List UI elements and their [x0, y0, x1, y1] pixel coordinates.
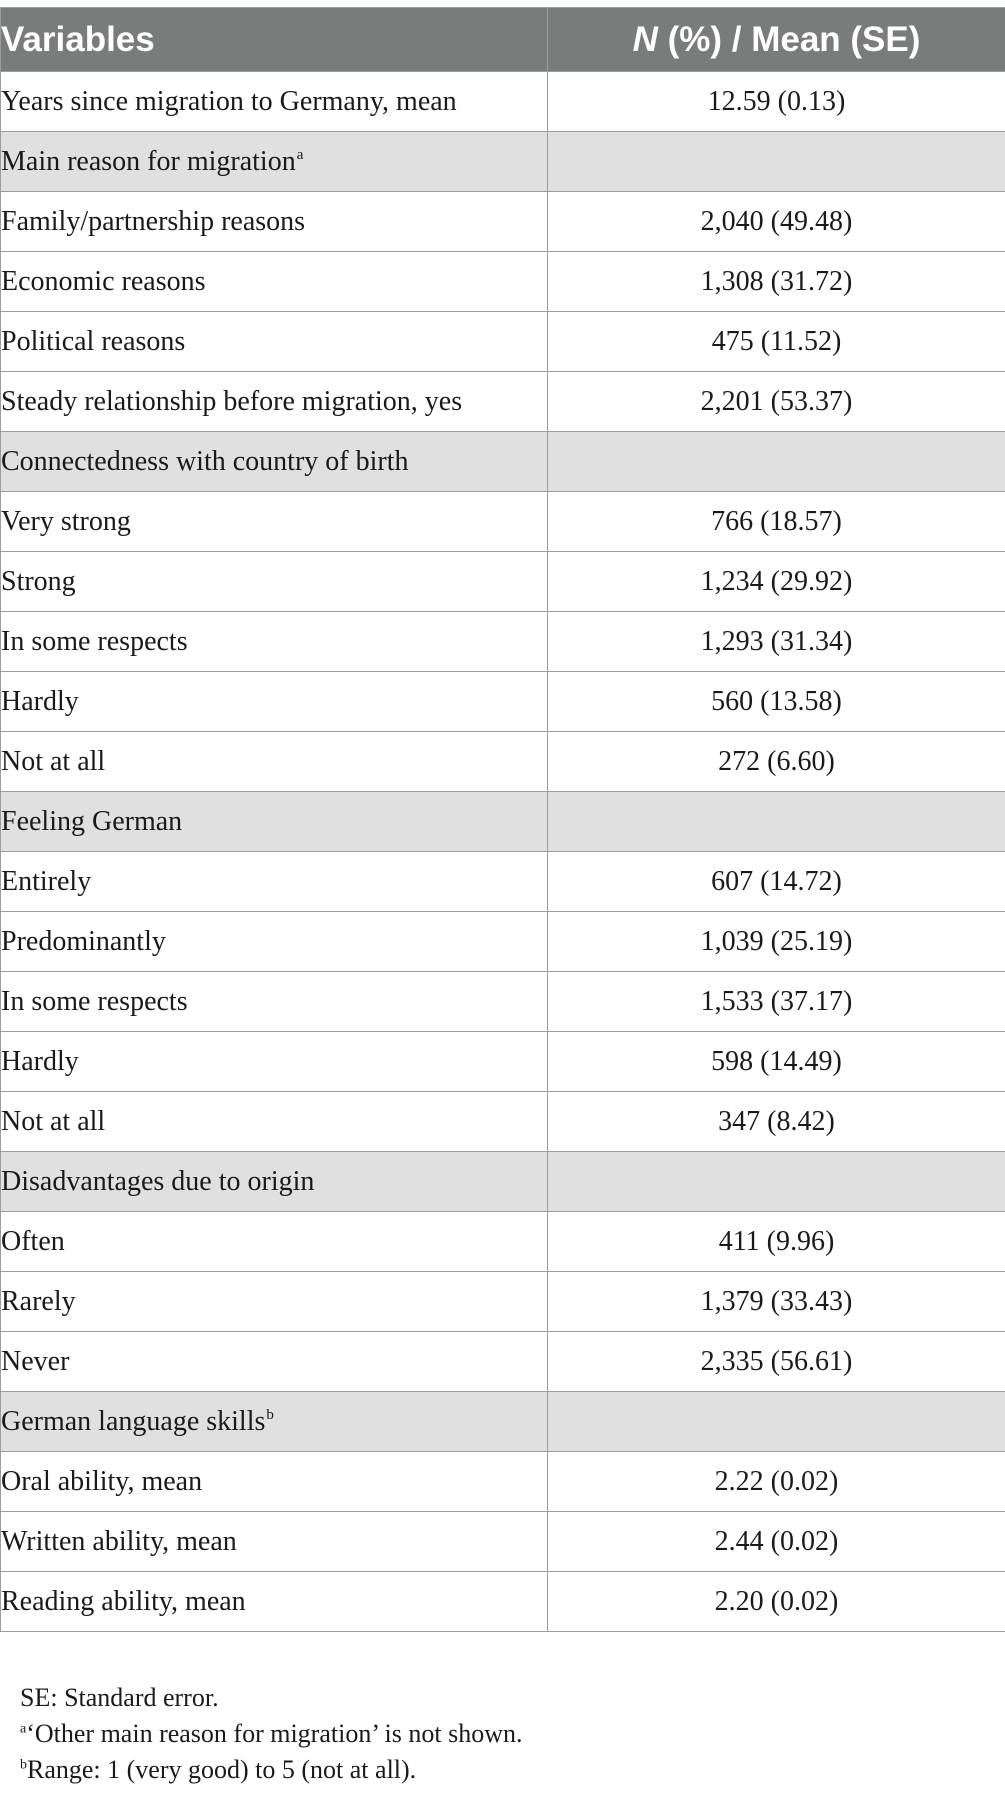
- variable-label: Never: [1, 1345, 70, 1377]
- variable-label-cell: [1, 1452, 548, 1512]
- footnote-line: [20, 1752, 980, 1788]
- table-group-row: [1, 432, 1005, 492]
- table-footnotes: [20, 1680, 980, 1788]
- variable-label-cell: [1, 492, 548, 552]
- footnote-marker: b: [20, 1757, 27, 1773]
- value-cell: 347 (8.42): [548, 1092, 1005, 1152]
- value-cell: 411 (9.96): [548, 1212, 1005, 1272]
- header-col2-rest: (%) / Mean (SE): [657, 19, 921, 59]
- variable-label: Not at all: [1, 745, 106, 777]
- footnote-line: [20, 1716, 980, 1752]
- variable-label-cell: [1, 732, 548, 792]
- table-row: [1, 972, 1005, 1032]
- value-cell: [548, 432, 1005, 492]
- variable-label-cell: [1, 852, 548, 912]
- value-cell: 1,308 (31.72): [548, 252, 1005, 312]
- table-group-row: [1, 792, 1005, 852]
- value-cell: [548, 792, 1005, 852]
- table-row: [1, 372, 1005, 432]
- variable-label: German language skills: [1, 1405, 266, 1437]
- value-cell: 2,201 (53.37): [548, 372, 1005, 432]
- variable-label-cell: [1, 72, 548, 132]
- variable-label-cell: [1, 1332, 548, 1392]
- value-cell: [548, 1152, 1005, 1212]
- footnote-text: Range: 1 (very good) to 5 (not at all).: [27, 1755, 417, 1784]
- variable-label: Oral ability, mean: [1, 1465, 203, 1497]
- footnote-text: SE: Standard error.: [20, 1683, 219, 1712]
- variable-label: Connectedness with country of birth: [1, 445, 409, 477]
- variable-label: Feeling German: [1, 805, 183, 837]
- value-cell: 766 (18.57): [548, 492, 1005, 552]
- header-n-italic: N: [632, 19, 658, 59]
- variable-label-cell: [1, 672, 548, 732]
- variable-label: Hardly: [1, 1045, 79, 1077]
- table-group-row: [1, 132, 1005, 192]
- variable-label-cell: [1, 1512, 548, 1572]
- variable-label: Not at all: [1, 1105, 106, 1137]
- group-label-cell: [1, 792, 548, 852]
- table-row: [1, 492, 1005, 552]
- variable-label-cell: [1, 192, 548, 252]
- table-row: [1, 732, 1005, 792]
- variable-label-cell: [1, 972, 548, 1032]
- variable-label: Entirely: [1, 865, 92, 897]
- variable-label: Strong: [1, 565, 76, 597]
- variable-label-cell: [1, 1212, 548, 1272]
- table-group-row: [1, 1152, 1005, 1212]
- value-cell: 1,533 (37.17): [548, 972, 1005, 1032]
- value-cell: 598 (14.49): [548, 1032, 1005, 1092]
- variable-label-cell: [1, 1032, 548, 1092]
- variable-label-cell: [1, 1272, 548, 1332]
- value-cell: 560 (13.58): [548, 672, 1005, 732]
- value-cell: 1,039 (25.19): [548, 912, 1005, 972]
- footnote-text: ‘Other main reason for migration’ is not shown.: [26, 1719, 523, 1748]
- variable-label-cell: [1, 1572, 548, 1632]
- footnote-marker: b: [266, 1407, 274, 1424]
- table-row: [1, 192, 1005, 252]
- group-label-cell: [1, 132, 548, 192]
- variable-label: Economic reasons: [1, 265, 206, 297]
- variable-label: Reading ability, mean: [1, 1585, 246, 1617]
- variable-label-cell: [1, 612, 548, 672]
- variable-label: Political reasons: [1, 325, 186, 357]
- value-cell: 1,234 (29.92): [548, 552, 1005, 612]
- table-row: [1, 1572, 1005, 1632]
- variable-label-cell: [1, 252, 548, 312]
- table-row: [1, 72, 1005, 132]
- value-cell: 607 (14.72): [548, 852, 1005, 912]
- value-cell: 1,293 (31.34): [548, 612, 1005, 672]
- value-cell: 475 (11.52): [548, 312, 1005, 372]
- variable-label: Years since migration to Germany, mean: [1, 85, 457, 117]
- variable-label-cell: [1, 312, 548, 372]
- table-row: [1, 1452, 1005, 1512]
- variable-label-cell: [1, 372, 548, 432]
- variable-label: Very strong: [1, 505, 131, 537]
- table-row: [1, 1272, 1005, 1332]
- group-label-cell: [1, 1152, 548, 1212]
- table-row: [1, 852, 1005, 912]
- variable-label: Steady relationship before migration, yes: [1, 385, 463, 417]
- value-cell: 2,335 (56.61): [548, 1332, 1005, 1392]
- variable-label: In some respects: [1, 985, 188, 1017]
- group-label-cell: [1, 432, 548, 492]
- table-row: [1, 912, 1005, 972]
- value-cell: 12.59 (0.13): [548, 72, 1005, 132]
- header-n-percent-mean-se: [548, 8, 1005, 72]
- footnote-line: [20, 1680, 980, 1716]
- variable-label-cell: [1, 552, 548, 612]
- value-cell: 2.20 (0.02): [548, 1572, 1005, 1632]
- variable-label: Written ability, mean: [1, 1525, 237, 1557]
- variable-label: Often: [1, 1225, 65, 1257]
- table-group-row: [1, 1392, 1005, 1452]
- data-table: [0, 7, 1005, 1632]
- variable-label: Disadvantages due to origin: [1, 1165, 315, 1197]
- variable-label-cell: [1, 1092, 548, 1152]
- value-cell: 2.22 (0.02): [548, 1452, 1005, 1512]
- table-row: [1, 612, 1005, 672]
- table-row: [1, 1032, 1005, 1092]
- value-cell: 2,040 (49.48): [548, 192, 1005, 252]
- table-row: [1, 312, 1005, 372]
- value-cell: 1,379 (33.43): [548, 1272, 1005, 1332]
- table-body: [1, 72, 1005, 1632]
- variable-label: In some respects: [1, 625, 188, 657]
- variable-label-cell: [1, 912, 548, 972]
- footnote-marker: a: [20, 1721, 27, 1737]
- variable-label: Hardly: [1, 685, 79, 717]
- footnote-marker: a: [296, 147, 304, 164]
- variable-label: Rarely: [1, 1285, 76, 1317]
- variable-label: Main reason for migration: [1, 145, 296, 177]
- table-row: [1, 672, 1005, 732]
- header-variables: Variables: [1, 8, 548, 72]
- header-row: [1, 8, 1005, 72]
- variable-label: Predominantly: [1, 925, 166, 957]
- value-cell: 2.44 (0.02): [548, 1512, 1005, 1572]
- table-row: [1, 1092, 1005, 1152]
- table-row: [1, 252, 1005, 312]
- variable-label: Family/partnership reasons: [1, 205, 306, 237]
- table-row: [1, 1512, 1005, 1572]
- group-label-cell: [1, 1392, 548, 1452]
- value-cell: 272 (6.60): [548, 732, 1005, 792]
- value-cell: [548, 1392, 1005, 1452]
- table-row: [1, 552, 1005, 612]
- table-row: [1, 1332, 1005, 1392]
- table-row: [1, 1212, 1005, 1272]
- value-cell: [548, 132, 1005, 192]
